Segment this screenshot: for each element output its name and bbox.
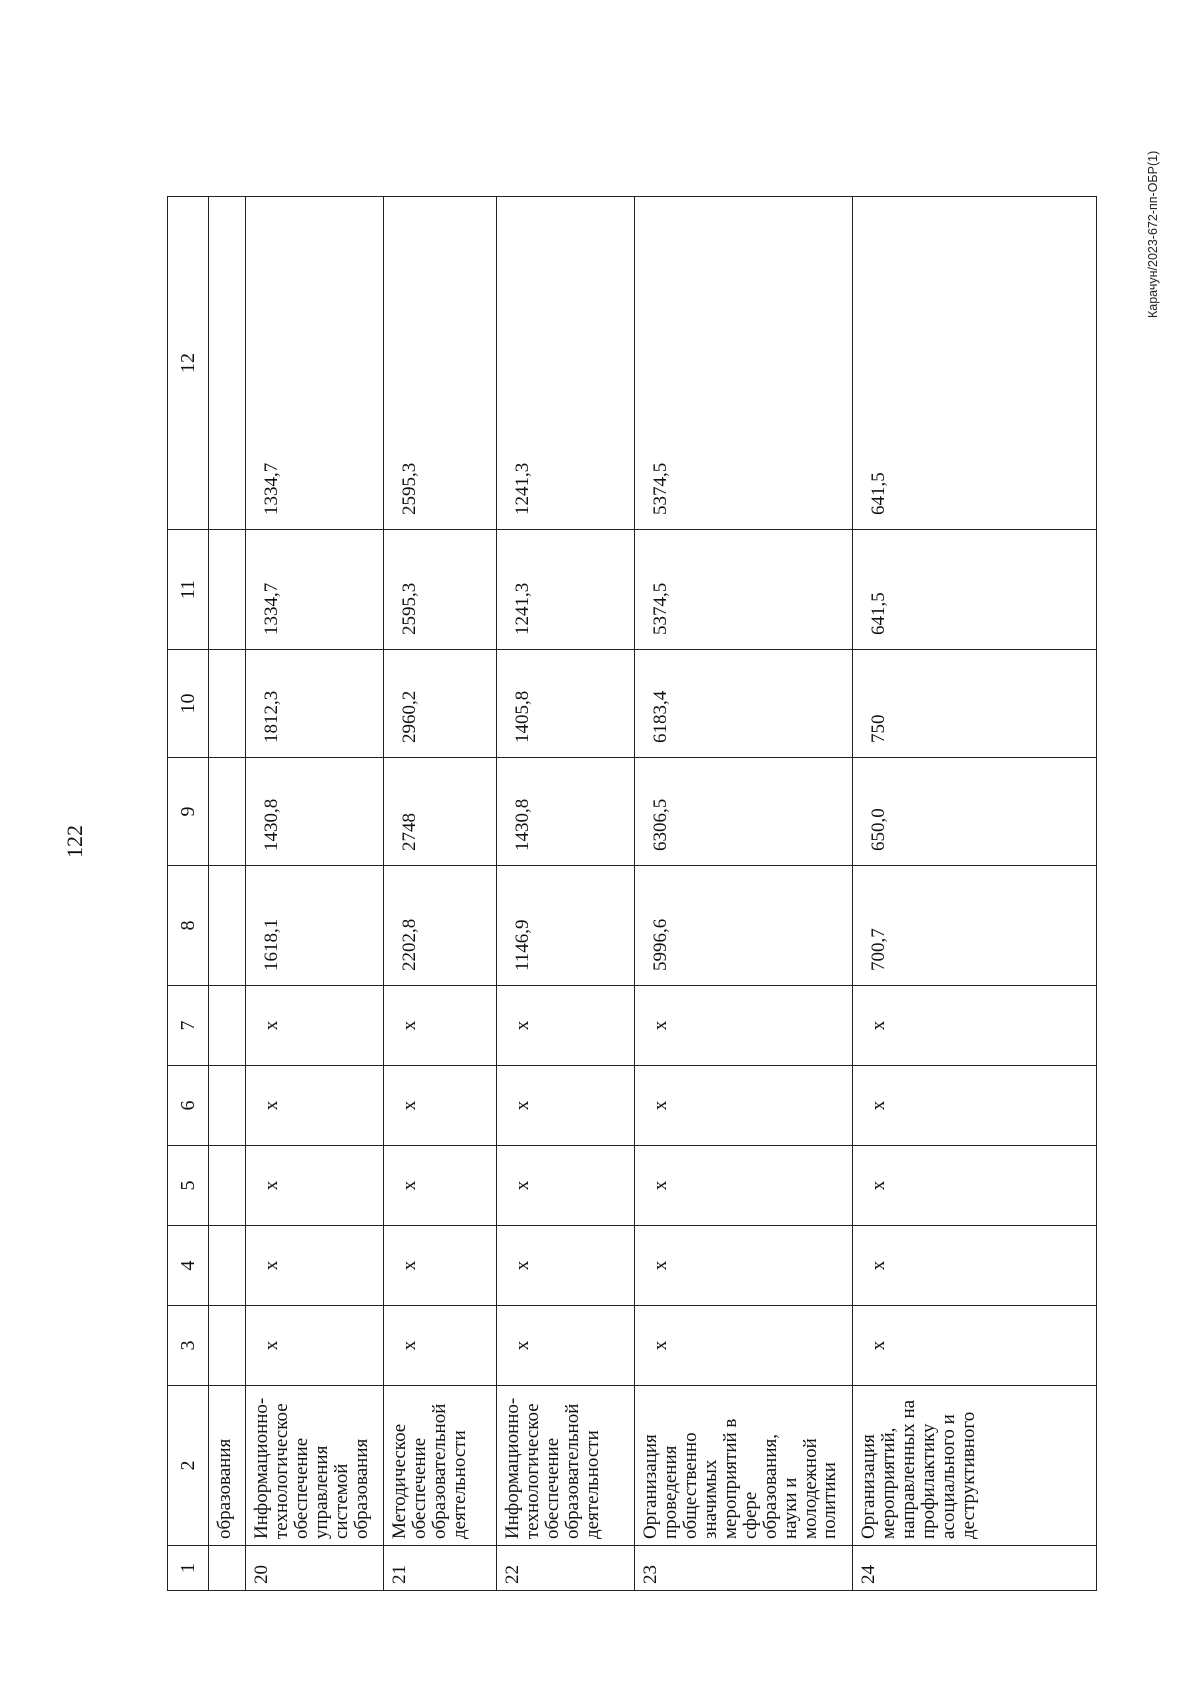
table-cell: 2748 xyxy=(384,758,497,866)
table-cell: 5374,5 xyxy=(635,197,853,530)
table-cell: 650,0 xyxy=(853,758,1097,866)
table-cell: 700,7 xyxy=(853,866,1097,986)
table-cell: х xyxy=(497,1066,635,1146)
table-cell: х xyxy=(246,1306,384,1386)
table-cell: х xyxy=(635,986,853,1066)
table-row xyxy=(853,197,1097,1591)
table-cell: х xyxy=(497,1146,635,1226)
table-cell: х xyxy=(246,1226,384,1306)
table-cell: 2202,8 xyxy=(384,866,497,986)
row-number: 23 xyxy=(635,1546,853,1591)
table-cell xyxy=(209,1306,246,1386)
col-header: 11 xyxy=(168,530,209,650)
row-name: Методическое обеспечение образовательной деятельности xyxy=(384,1386,497,1546)
row-name: Организация мероприятий, направленных на профилактику асоциального и деструктивного xyxy=(853,1386,1097,1546)
table-cell: х xyxy=(853,1306,1097,1386)
table-cell: 750 xyxy=(853,650,1097,758)
table-cell: х xyxy=(497,1226,635,1306)
table-row xyxy=(384,197,497,1591)
table-cell: 1334,7 xyxy=(246,530,384,650)
continuation-row xyxy=(209,197,246,1591)
table-cell: х xyxy=(246,986,384,1066)
col-header: 10 xyxy=(168,650,209,758)
table-cell: 641,5 xyxy=(853,197,1097,530)
col-header: 7 xyxy=(168,986,209,1066)
table-cell: 1405,8 xyxy=(497,650,635,758)
row-name: Информационно-технологическое обеспечение управления системой образования xyxy=(246,1386,384,1546)
page-number: 122 xyxy=(62,825,87,858)
table-cell: 1430,8 xyxy=(246,758,384,866)
table-cell: 1618,1 xyxy=(246,866,384,986)
table-cell: х xyxy=(853,1226,1097,1306)
table-cell: 1334,7 xyxy=(246,197,384,530)
table-cell xyxy=(209,758,246,866)
table-cell xyxy=(209,650,246,758)
table-cell xyxy=(209,986,246,1066)
table-cell: 2595,3 xyxy=(384,530,497,650)
table-cell xyxy=(209,1146,246,1226)
document-code: Карачун/2023-672-пп-ОБР(1) xyxy=(1146,150,1160,318)
table-row xyxy=(635,197,853,1591)
table-cell: 1812,3 xyxy=(246,650,384,758)
col-header: 3 xyxy=(168,1306,209,1386)
table-cell: 1241,3 xyxy=(497,197,635,530)
table-cell: х xyxy=(853,1146,1097,1226)
table-cell: 2595,3 xyxy=(384,197,497,530)
table-cell: х xyxy=(384,1146,497,1226)
table-cell xyxy=(209,1066,246,1146)
row-number: 22 xyxy=(497,1546,635,1591)
budget-table xyxy=(167,196,1097,1591)
table-cell: х xyxy=(635,1146,853,1226)
table-row xyxy=(497,197,635,1591)
table-cell: х xyxy=(384,1226,497,1306)
col-header: 6 xyxy=(168,1066,209,1146)
table-cell: х xyxy=(853,1066,1097,1146)
table-cell: х xyxy=(384,986,497,1066)
row-name: Организация проведения общественно значимых мероприятий в сфере образования, науки и молодежной политики xyxy=(635,1386,853,1546)
table-cell: 641,5 xyxy=(853,530,1097,650)
table-cell: х xyxy=(497,1306,635,1386)
row-name: Информационно-технологическое обеспечение образовательной деятельности xyxy=(497,1386,635,1546)
table-cell: х xyxy=(246,1066,384,1146)
col-header: 5 xyxy=(168,1146,209,1226)
col-header: 2 xyxy=(168,1386,209,1546)
table-container xyxy=(167,197,1097,1591)
table-cell xyxy=(209,197,246,530)
table-cell: х xyxy=(635,1306,853,1386)
table-cell: 5374,5 xyxy=(635,530,853,650)
table-cell xyxy=(209,1546,246,1591)
col-header: 12 xyxy=(168,197,209,530)
row-number: 21 xyxy=(384,1546,497,1591)
table-cell: х xyxy=(384,1306,497,1386)
col-header: 9 xyxy=(168,758,209,866)
continuation-text: образования xyxy=(209,1386,246,1546)
table-cell: 6306,5 xyxy=(635,758,853,866)
table-row xyxy=(246,197,384,1591)
table-cell: 1146,9 xyxy=(497,866,635,986)
table-cell: х xyxy=(384,1066,497,1146)
row-number: 24 xyxy=(853,1546,1097,1591)
table-cell: х xyxy=(635,1226,853,1306)
header-row xyxy=(168,197,209,1591)
table-cell xyxy=(209,530,246,650)
col-header: 1 xyxy=(168,1546,209,1591)
table-cell: 1241,3 xyxy=(497,530,635,650)
table-cell: х xyxy=(853,986,1097,1066)
table-cell: 2960,2 xyxy=(384,650,497,758)
table-cell: х xyxy=(635,1066,853,1146)
table-cell: 1430,8 xyxy=(497,758,635,866)
row-number: 20 xyxy=(246,1546,384,1591)
table-cell: х xyxy=(497,986,635,1066)
table-cell xyxy=(209,866,246,986)
col-header: 4 xyxy=(168,1226,209,1306)
table-cell: 6183,4 xyxy=(635,650,853,758)
col-header: 8 xyxy=(168,866,209,986)
table-cell: 5996,6 xyxy=(635,866,853,986)
table-cell: х xyxy=(246,1146,384,1226)
table-cell xyxy=(209,1226,246,1306)
